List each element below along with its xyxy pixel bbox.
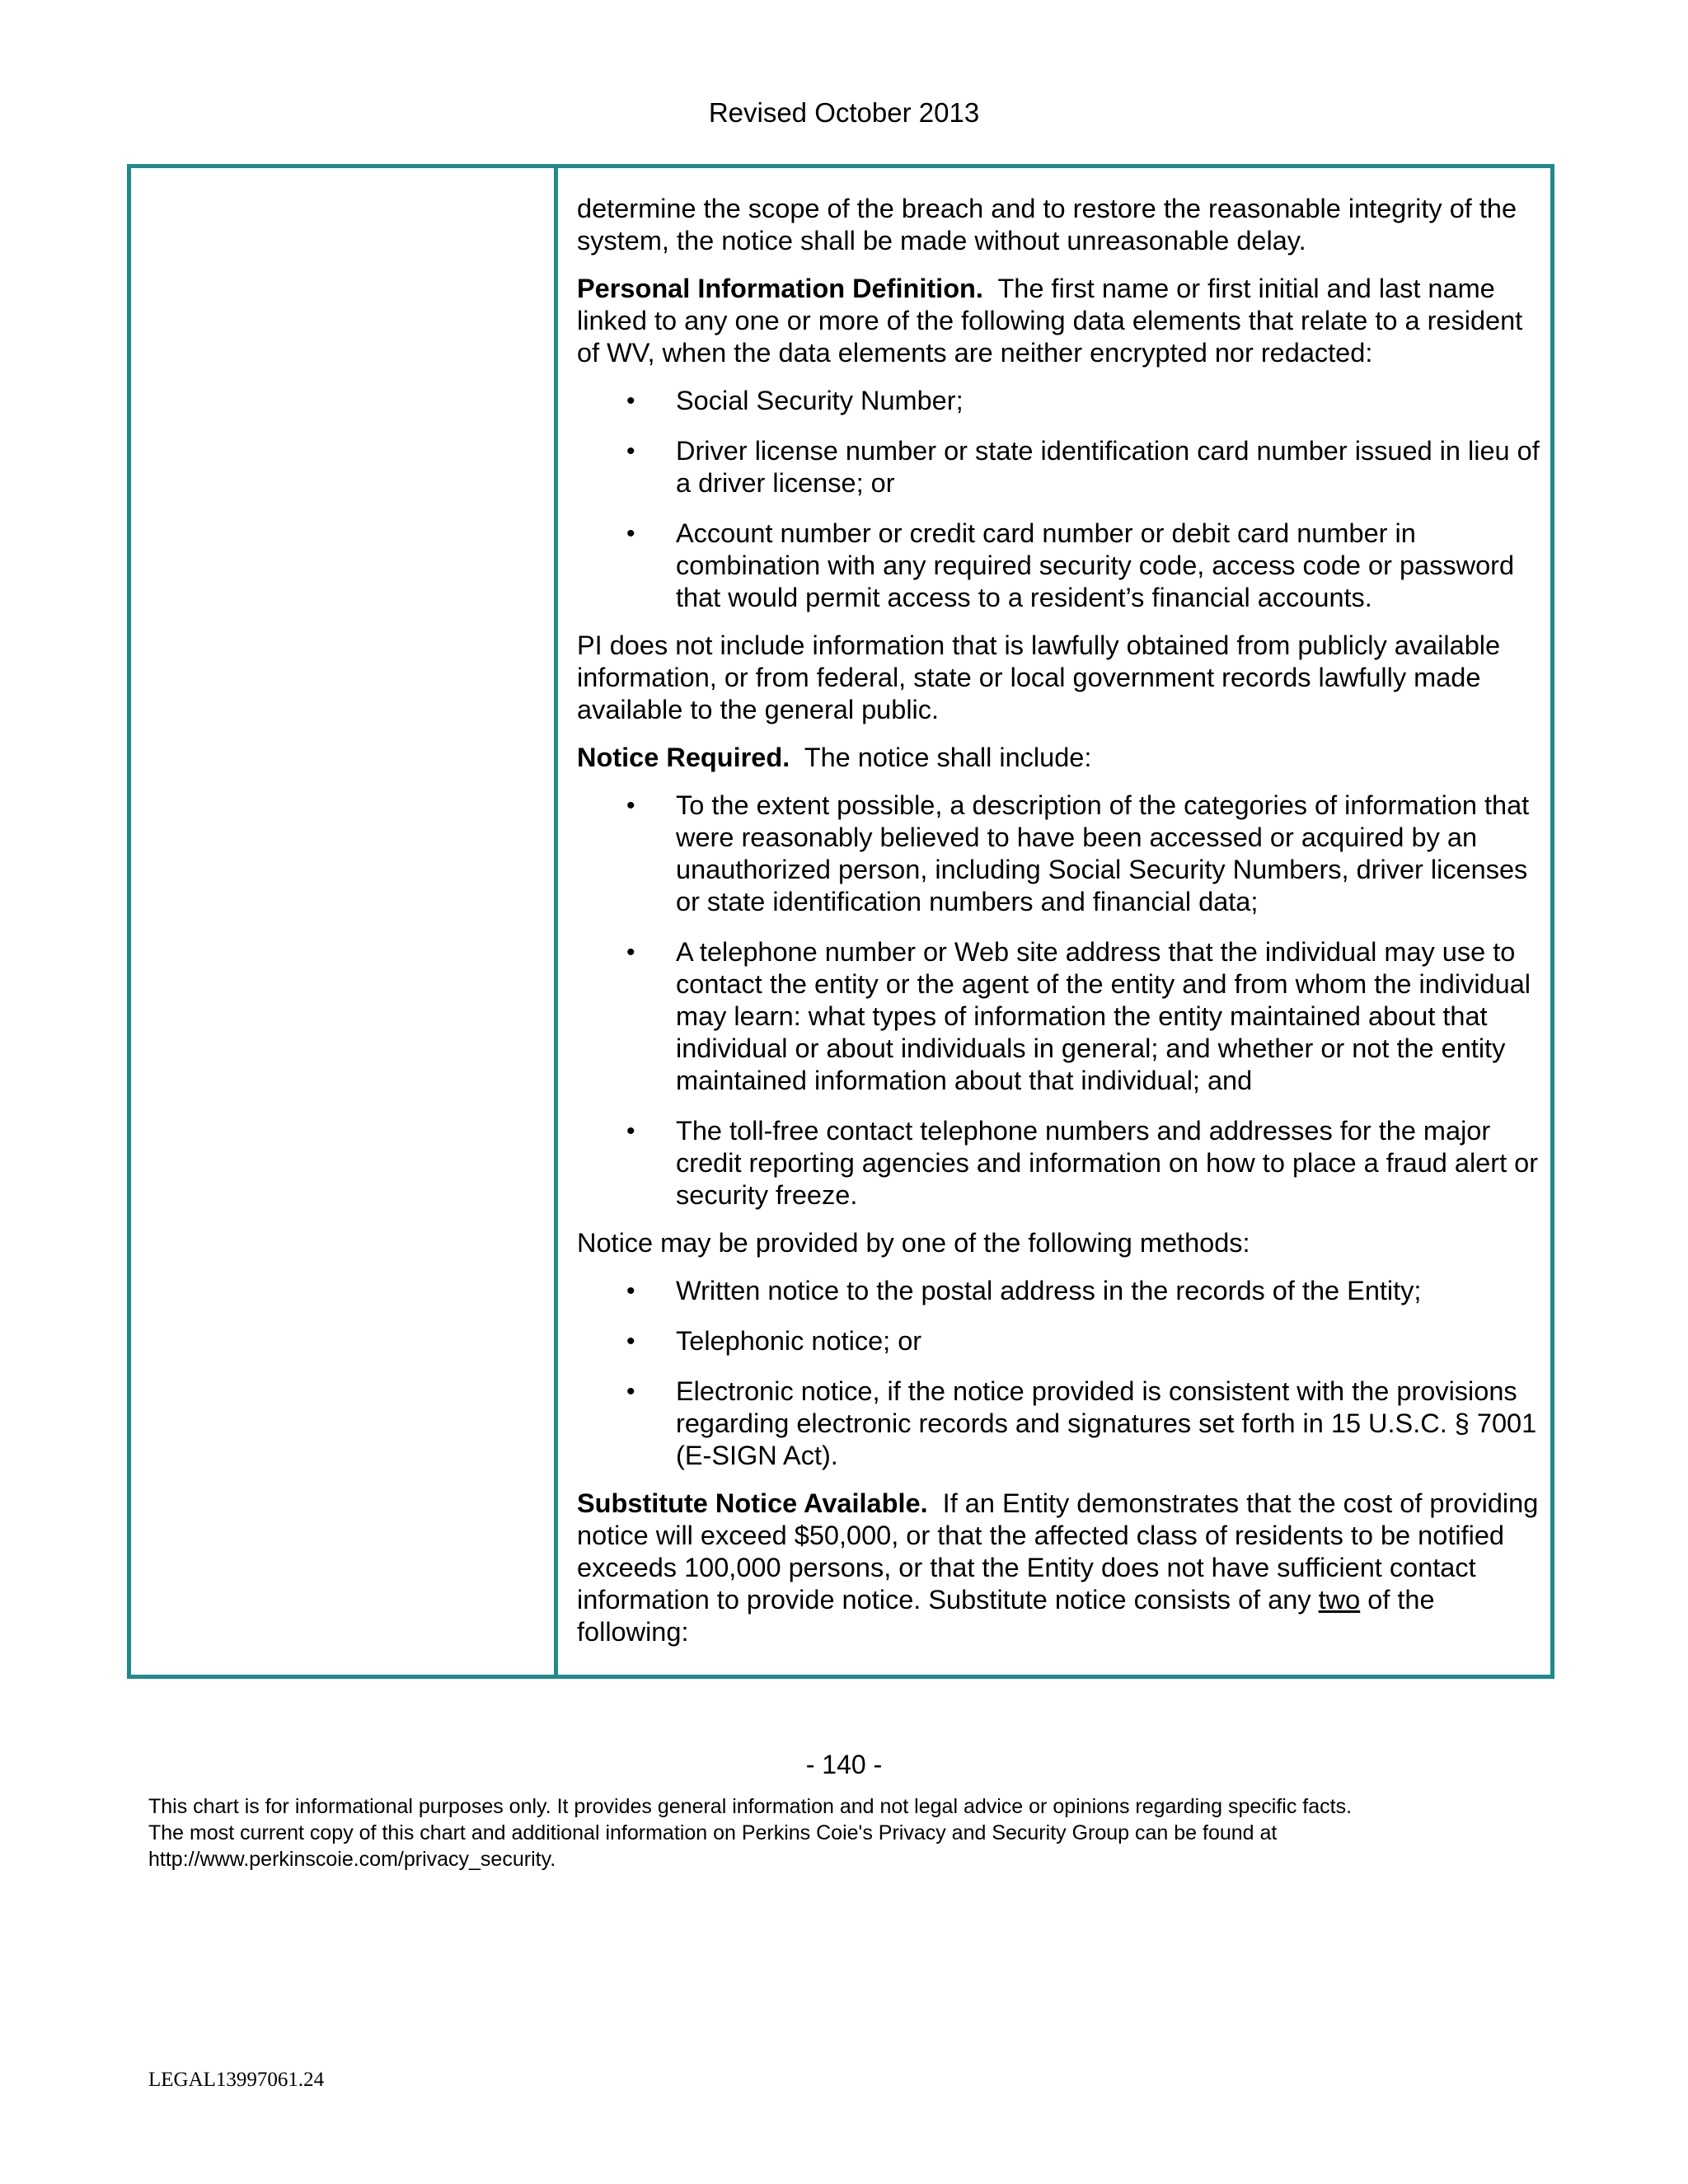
right-column-content (577, 193, 1541, 1664)
revised-date-header: Revised October 2013 (708, 97, 980, 128)
footer-line-1: This chart is for informational purposes only. It provides general information and not legal advice or opinions regarding specific facts. (148, 1795, 1353, 1818)
table-frame (127, 164, 1554, 1679)
page-number: - 140 - (805, 1750, 883, 1779)
notice-required-text: The notice shall include: (804, 743, 1092, 772)
bullet-icon: • (626, 520, 635, 547)
pi-exclusion-paragraph: PI does not include information that is lawfully obtained from publicly available information, or from federal, state or local government records lawfully made available to the general public. (577, 630, 1501, 724)
list-item: • Account number or credit card number or debit card number in combination with any required security code, access code or password that would permit access to a resident’s financial accounts. (626, 518, 1515, 612)
list-item: • To the extent possible, a description of the categories of information that were reasonably believed to have been accessed or acquired by an unauthorized person, including Social Security Numbers, driver licenses or state identification numbers and financial data; (626, 790, 1530, 916)
list-item: • Telephonic notice; or (626, 1326, 922, 1356)
bullet-icon: • (626, 1277, 635, 1305)
column-divider (554, 168, 558, 1675)
substitute-notice-paragraph (577, 1488, 1541, 1648)
pi-elements-list (577, 385, 1541, 614)
bullet-icon: • (626, 1328, 635, 1355)
notice-contents-list (577, 790, 1541, 1212)
notice-required-paragraph (577, 742, 1541, 774)
bullet-icon: • (626, 792, 635, 819)
substitute-notice-text: If an Entity demonstrates that the cost of providing notice will exceed $50,000, or that the affected class of residents to be notified exceeds 100,000 persons, or that the Entity does not have sufficient contact information to provide notice. Substitute notice consists of any (577, 1488, 1539, 1615)
substitute-notice-end: of the following: (577, 1585, 1435, 1647)
bullet-icon: • (626, 1378, 635, 1405)
list-item: • Written notice to the postal address in the records of the Entity; (626, 1276, 1422, 1305)
footer-line-3: http://www.perkinscoie.com/privacy_security. (148, 1848, 556, 1871)
intro-paragraph: determine the scope of the breach and to restore the reasonable integrity of the system, the notice shall be made without unreasonable delay. (577, 194, 1517, 255)
substitute-underlined-word: two (1318, 1585, 1361, 1615)
bullet-icon: • (626, 939, 635, 966)
notice-methods-list (577, 1275, 1541, 1472)
methods-intro-paragraph: Notice may be provided by one of the following methods: (577, 1228, 1250, 1258)
list-item: • Social Security Number; (626, 386, 964, 415)
list-item: • A telephone number or Web site address that the individual may use to contact the entity or the agent of the entity and from whom the individual may learn: what types of information the entity maintained about that individual or about individuals in general; and whether or not the entity maintained information about that individual; and (626, 937, 1531, 1095)
substitute-notice-heading: Substitute Notice Available. (577, 1488, 928, 1518)
document-id: LEGAL13997061.24 (148, 2069, 325, 2091)
pi-definition-paragraph (577, 273, 1541, 369)
footer-line-2: The most current copy of this chart and additional information on Perkins Coie's Privacy and Security Group can be found at (148, 1821, 1278, 1844)
list-item: • Driver license number or state identification card number issued in lieu of a driver license; or (626, 436, 1540, 498)
left-column-empty (131, 168, 554, 1675)
bullet-icon: • (626, 1118, 635, 1145)
disclaimer-footer (148, 1793, 1550, 1872)
bullet-icon: • (626, 387, 635, 415)
list-item: • Electronic notice, if the notice provided is consistent with the provisions regarding electronic records and signatures set forth in 15 U.S.C. § 7001 (E-SIGN Act). (626, 1376, 1537, 1470)
notice-required-heading: Notice Required. (577, 743, 790, 772)
list-item: • The toll-free contact telephone numbers and addresses for the major credit reporting agencies and information on how to place a fraud alert or security freeze. (626, 1116, 1539, 1210)
pi-definition-text: The first name or first initial and last name linked to any one or more of the following data elements that relate to a resident of WV, when the data elements are neither encrypted nor redacted: (577, 274, 1523, 368)
bullet-icon: • (626, 438, 635, 465)
pi-definition-heading: Personal Information Definition. (577, 274, 983, 303)
